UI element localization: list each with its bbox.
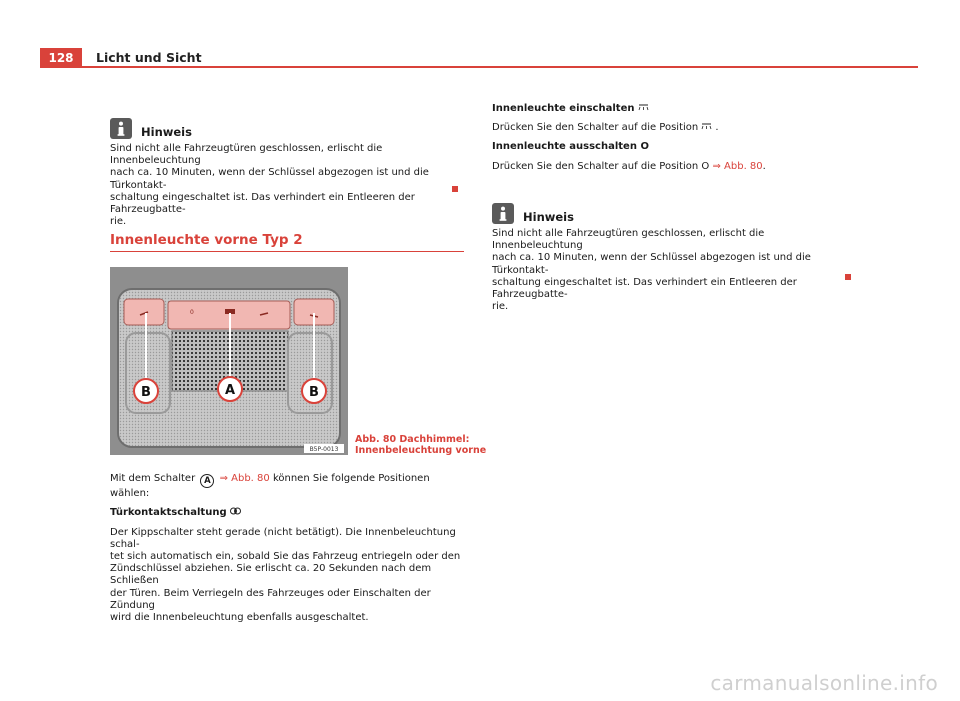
light-off-text-content: Drücken Sie den Schalter auf die Position O xyxy=(492,160,710,172)
intro-text: Mit dem Schalter xyxy=(110,473,196,484)
figure-caption-line: Innenbeleuchtung vorne xyxy=(355,445,487,456)
figure-roof-console xyxy=(110,267,348,455)
label-a-circle: A xyxy=(200,474,214,488)
info-note-icon xyxy=(110,118,132,139)
section-rule xyxy=(110,251,464,252)
note-text-line: Sind nicht alle Fahrzeugtüren geschlossen, erlischt die Innenbeleuchtung xyxy=(492,228,765,252)
end-of-section-marker xyxy=(845,274,851,280)
door-contact-icon xyxy=(230,508,241,518)
section-title: Innenleuchte vorne Typ 2 xyxy=(110,232,303,248)
figure-link[interactable]: ⇒ Abb. 80 xyxy=(219,473,270,484)
door-contact-line: Der Kippschalter steht gerade (nicht betätigt). Die Innenbeleuchtung schal- xyxy=(110,526,456,550)
figure-link[interactable]: ⇒ Abb. 80 xyxy=(712,160,763,172)
header-rule xyxy=(40,66,918,68)
door-contact-line: wird die Innenbeleuchtung ebenfalls ausgeschaltet. xyxy=(110,611,369,623)
switch-position-0: 0 xyxy=(190,309,194,316)
chapter-title: Licht und Sicht xyxy=(96,50,202,65)
door-contact-line: der Türen. Beim Verriegeln des Fahrzeuges oder Einschalten der Zündung xyxy=(110,587,431,611)
left-body xyxy=(110,473,470,624)
note-title: Hinweis xyxy=(523,210,574,225)
figure-caption xyxy=(355,434,486,456)
light-on-heading xyxy=(492,103,852,115)
note-text-line: rie. xyxy=(492,301,509,313)
interior-light-icon xyxy=(638,104,649,114)
note-text-line: nach ca. 10 Minuten, wenn der Schlüssel abgezogen ist und die Türkontakt- xyxy=(110,167,429,191)
figure-label-b-left: B xyxy=(141,385,151,400)
light-off-heading: Innenleuchte ausschalten O xyxy=(492,141,649,153)
note-text-line: rie. xyxy=(110,216,127,228)
light-on-text: Drücken Sie den Schalter auf die Position . xyxy=(492,122,719,134)
door-contact-heading xyxy=(110,507,470,519)
note-header xyxy=(110,118,470,139)
door-contact-line: tet sich automatisch ein, sobald Sie das Fahrzeug entriegeln oder den xyxy=(110,550,461,562)
note-text-line: schaltung eingeschaltet ist. Das verhindert ein Entleeren der Fahrzeugbatte- xyxy=(492,276,797,301)
note-box-1 xyxy=(110,118,470,228)
page-number: 128 xyxy=(40,48,82,68)
note-title: Hinweis xyxy=(141,125,192,140)
light-off-text: Drücken Sie den Schalter auf die Position O ⇒ Abb. 80. xyxy=(492,160,766,172)
door-contact-heading-text: Türkontaktschaltung xyxy=(110,507,227,519)
note-header xyxy=(492,203,852,224)
right-body xyxy=(492,103,852,173)
figure-code: B5P-0013 xyxy=(309,446,339,453)
watermark: carmanualsonline.info xyxy=(710,671,938,695)
note-text-line: schaltung eingeschaltet ist. Das verhindert ein Entleeren der Fahrzeugbatte- xyxy=(110,191,415,216)
info-note-icon xyxy=(492,203,514,224)
note-box-2 xyxy=(492,203,852,313)
figure-label-a: A xyxy=(224,383,236,398)
note-text-line: Sind nicht alle Fahrzeugtüren geschlossen, erlischt die Innenbeleuchtung xyxy=(110,143,383,167)
figure-label-b-right: B xyxy=(309,385,319,400)
figure-caption-line: Abb. 80 Dachhimmel: xyxy=(355,434,470,445)
interior-light-icon xyxy=(701,123,715,133)
intro-text: können Sie folgende Positionen wählen: xyxy=(110,473,430,500)
roof-console-illustration xyxy=(110,267,348,455)
intro-paragraph xyxy=(110,473,470,500)
end-of-section-marker xyxy=(452,186,458,192)
note-text-line: nach ca. 10 Minuten, wenn der Schlüssel abgezogen ist und die Türkontakt- xyxy=(492,252,811,276)
light-on-heading-text: Innenleuchte einschalten xyxy=(492,103,635,114)
door-contact-line: Zündschlüssel abziehen. Sie erlischt ca. 20 Sekunden nach dem Schließen xyxy=(110,563,432,587)
light-on-text-content: Drücken Sie den Schalter auf die Position xyxy=(492,122,699,134)
